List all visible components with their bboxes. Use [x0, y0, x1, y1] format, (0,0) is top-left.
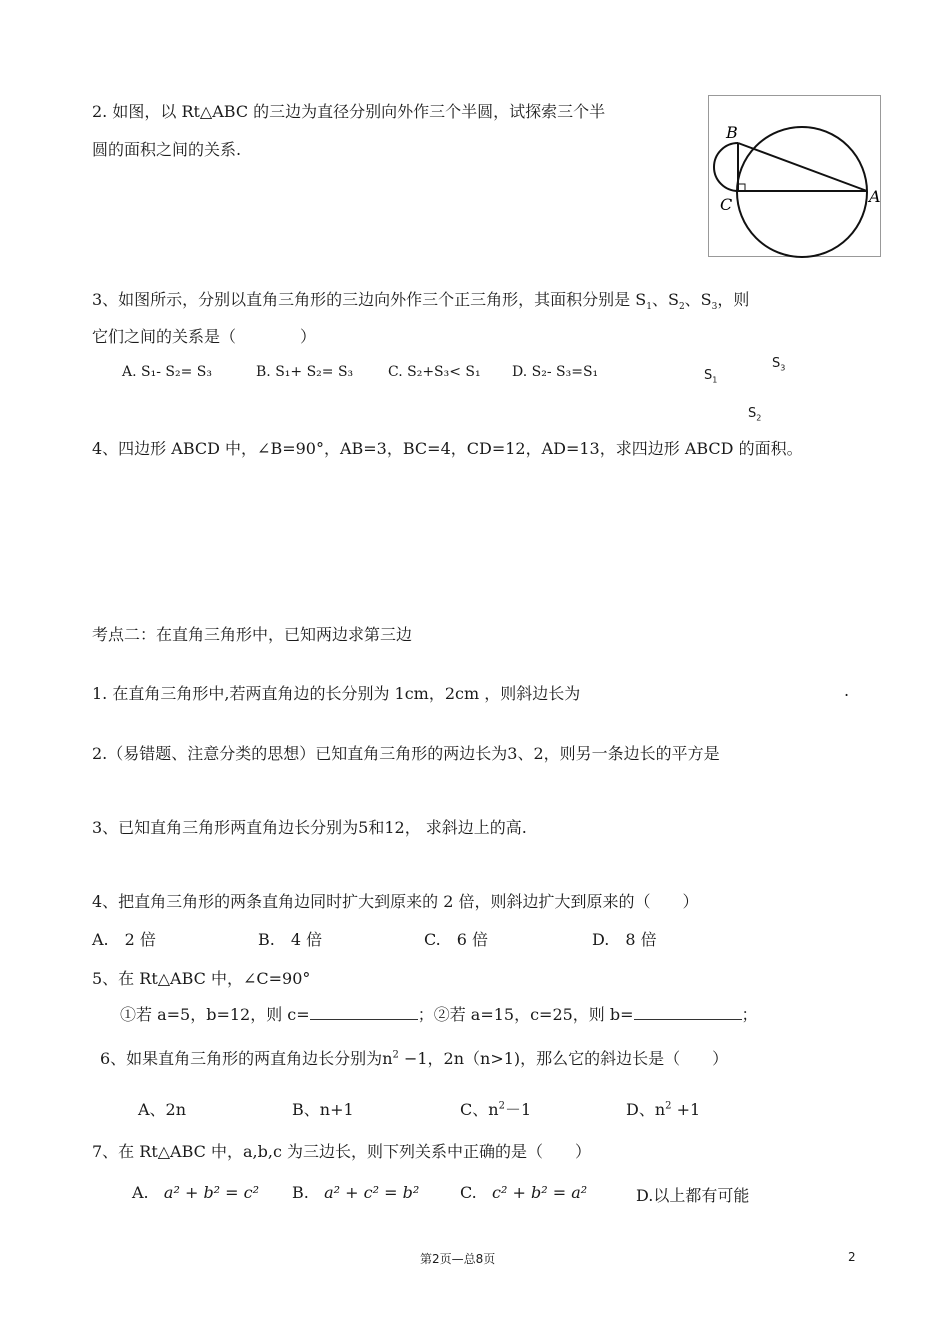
s2-q4-option-a: A. 2 倍: [92, 930, 156, 949]
s2-q7-option-d: D.以上都有可能: [636, 1186, 750, 1205]
s2-q5-part1: ①若 a=5，b=12，则 c=: [120, 1005, 310, 1024]
label-a: A: [869, 187, 881, 206]
answer-blank-b[interactable]: [634, 1005, 742, 1020]
s2-q5-parts: [120, 1002, 758, 1025]
section2-heading: 考点二：在直角三角形中，已知两边求第三边: [92, 625, 413, 644]
s2-q6-option-b: B、n+1: [292, 1100, 354, 1119]
s2-q6-option-a: A、2n: [138, 1100, 187, 1119]
s2-q4: 4、把直角三角形的两条直角边同时扩大到原来的 2 倍，则斜边扩大到原来的（ ）: [92, 892, 699, 911]
q3-sub1: 1: [646, 302, 652, 313]
s2-q6-pre: 6、如果直角三角形的两直角边长分别为: [100, 1049, 383, 1068]
q3-line1: [92, 287, 749, 312]
s2-q6-option-d: D、$n^2 +1$: [626, 1100, 701, 1119]
s2-q4-option-b: B. 4 倍: [258, 930, 323, 949]
s2-q7-expr-c: c² + b² = a²: [492, 1183, 588, 1202]
right-angle-mark: [738, 184, 745, 191]
small-semicircle: [714, 143, 738, 191]
s2-q2: 2.（易错题、注意分类的思想）已知直角三角形的两边长为3、2，则另一条边长的平方是: [92, 744, 720, 763]
q2-line2: 圆的面积之间的关系.: [92, 140, 242, 159]
s2-q1-end: .: [844, 681, 850, 700]
semicircle-figure: [708, 95, 881, 257]
s2-q7-expr-a: a² + b² = c²: [163, 1183, 260, 1202]
q3-sub2: 2: [678, 302, 685, 313]
semicircle-figure-drawing: [709, 96, 882, 258]
s2-q7-option-b: B. a² + c² = b²: [292, 1183, 420, 1202]
s2-q1: 1. 在直角三角形中,若两直角边的长分别为 1cm，2cm ，则斜边长为: [92, 684, 581, 703]
s2-q7: 7、在 Rt△ABC 中，a,b,c 为三边长，则下列关系中正确的是（ ）: [92, 1142, 591, 1161]
q3-line1-main: 3、如图所示，分别以直角三角形的三边向外作三个正三角形，其面积分别是 S: [92, 290, 647, 309]
q3-line1-s3: 、S: [684, 290, 712, 309]
q3-sub3: 3: [711, 302, 718, 313]
s2-q3: 3、已知直角三角形两直角边长分别为5和12， 求斜边上的高.: [92, 818, 527, 837]
s2-q6-n: n: [382, 1049, 393, 1068]
fig-label-s3: $S_3$: [772, 356, 786, 373]
q3-option-c: C. S₂+S₃< S₁: [388, 364, 481, 380]
s2-q5-part2: ；②若 a=15，c=25，则 b=: [417, 1005, 634, 1024]
q2-line1: 2. 如图，以 Rt△ABC 的三边为直径分别向外作三个半圆，试探索三个半: [92, 102, 606, 121]
label-c: C: [720, 195, 733, 214]
fig-label-s2: $S_2$: [748, 406, 762, 423]
fig-label-s1: $S_1$: [704, 368, 718, 385]
s2-q6-exp: 2: [392, 1049, 399, 1061]
q3-option-a: A. S₁- S₂= S₃: [122, 364, 212, 380]
q3-line1-s2: 、S: [651, 290, 679, 309]
hypotenuse-ab: [738, 143, 867, 191]
s2-q5-part3: ；: [741, 1005, 758, 1024]
q3-line2: 它们之间的关系是（ ）: [92, 327, 317, 346]
label-b: B: [726, 123, 738, 142]
s2-q7-expr-b: a² + c² = b²: [324, 1183, 420, 1202]
s2-q4-option-d: D. 8 倍: [592, 930, 657, 949]
s2-q5: 5、在 Rt△ABC 中，∠C=90°: [92, 969, 311, 988]
q3-line1-end: ，则: [717, 290, 750, 309]
footer-page-number: 2: [848, 1250, 856, 1264]
q4-text: 4、四边形 ABCD 中，∠B=90°，AB=3，BC=4，CD=12，AD=13，求四边形 ABCD 的面积。: [92, 439, 803, 458]
s2-q6-rest: −1，2n（n>1)，那么它的斜边长是（ ）: [398, 1049, 729, 1068]
s2-q6-option-c: C、$n^2-1$: [460, 1100, 532, 1119]
s2-q7-option-a: A. a² + b² = c²: [132, 1183, 260, 1202]
footer-page-info: 第2页—总8页: [420, 1252, 496, 1266]
answer-blank-c[interactable]: [310, 1005, 418, 1020]
s2-q6: [100, 1046, 728, 1069]
s2-q4-option-c: C. 6 倍: [424, 930, 489, 949]
q3-option-b: B. S₁+ S₂= S₃: [256, 364, 354, 380]
q3-option-d: D. S₂- S₃=S₁: [512, 364, 599, 380]
s2-q7-option-c: C. c² + b² = a²: [460, 1183, 588, 1202]
